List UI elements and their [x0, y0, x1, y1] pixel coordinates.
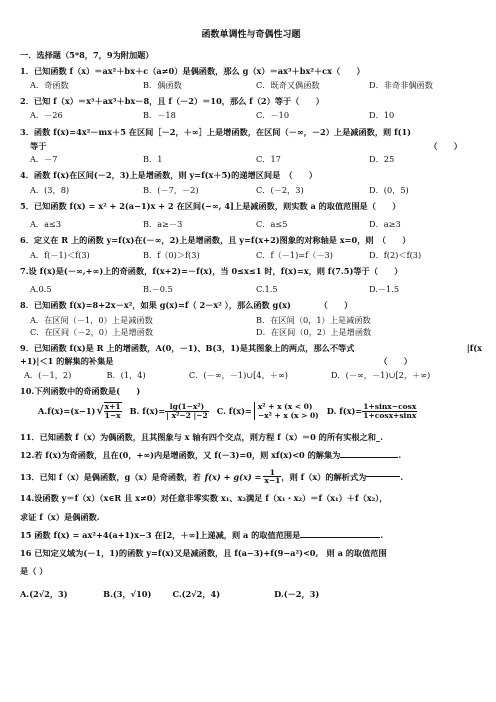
question-13-tail: ，则 f（x）的解析式为: [281, 471, 367, 482]
question-9-cont: [20, 356, 482, 366]
question-7-options: [30, 284, 482, 294]
question-9-tail: |f(x: [466, 343, 482, 353]
question-10: 10.下列函数中的奇函数是( ): [20, 385, 141, 396]
question-3-cont-text: 等于: [30, 140, 47, 151]
option-c: C．(－2，3): [256, 184, 304, 195]
question-9: [20, 343, 482, 353]
option-b-lead: B. f(x)=: [129, 405, 166, 416]
option-a: A．在区间（－1，0）上是减函数: [30, 314, 153, 325]
option-a: A．(－1，2): [24, 369, 72, 380]
option-b: B．(1，4): [106, 369, 146, 380]
question-5: 5．已知函数 f(x) = x² + 2(a−1)x + 2 在区间(−∞, 4]上是减函数，则实数 a 的取值范围是（ ）: [20, 200, 401, 211]
option-a-lead: A.f(x)=(x−1): [38, 405, 96, 416]
answer-paren: （ ）: [429, 140, 462, 151]
option-b: B．(－7，－2): [143, 184, 199, 195]
option-b: B．1: [143, 154, 163, 164]
question-15-text: 15 函数 f(x) = ax²+4(a+1)x−3 在[2，＋∞]上递减，则 a 的取值范围是: [20, 529, 301, 540]
question-5-options: [30, 219, 482, 229]
option-d: D.(－2，3): [274, 588, 320, 599]
option-a: A．(3，8): [30, 184, 70, 195]
option-c-bottom: −x² + x (x > 0): [257, 411, 319, 420]
question-14-cont: 求证 f（x）是偶函数.: [20, 511, 100, 522]
question-6: 6．定义在 R 上的函数 y=f(x)在(－∞，2)上是增函数，且 y=f(x+2)图象的对称轴是 x=0，则 （ ）: [20, 235, 411, 246]
option-d: D．10: [369, 110, 395, 121]
option-c: C．－10: [256, 110, 290, 121]
option-c: C．f（－1)=f（－3): [256, 249, 333, 260]
answer-blank[interactable]: [300, 537, 380, 538]
option-a: A．f(－1)＜f(3): [30, 249, 90, 260]
question-9-options: [24, 370, 482, 380]
option-c-lead: C. f(x)=: [216, 405, 252, 416]
option-d: D．25: [369, 154, 395, 164]
option-a: A．奇函数: [30, 79, 69, 90]
option-c: C.1.5: [256, 284, 278, 294]
question-8-options-row1: [30, 315, 482, 325]
question-2: 2．已知 f（x）＝x⁵＋ax³＋bx－8，且 f（－2）＝10，那么 f（2）等于（ ）: [20, 96, 324, 106]
option-a: A．－26: [30, 110, 63, 121]
option-b: B．f（0)＞f(3): [143, 249, 200, 260]
answer-blank[interactable]: [366, 476, 400, 477]
option-a: A.f(x)=(x−1) √ $\frac{x+1}{1-x}$: [38, 402, 121, 420]
option-a: A．a≤3: [30, 219, 62, 229]
question-16-cont: 是（ ）: [20, 566, 48, 577]
question-12-text: 12.若 f(x)为奇函数，且在(0，+∞)内是增函数，又 f(－3)=0，则 xf(x)<0 的解集为: [20, 450, 341, 461]
option-a-numerator: x+1: [104, 402, 121, 412]
question-13-denominator: x−1: [264, 476, 281, 486]
option-d: D．(0，5): [369, 184, 409, 195]
option-a: A．－7: [30, 154, 58, 164]
question-13-text: 13．已知 f（x）是偶函数，g（x）是奇函数，若: [20, 471, 201, 482]
option-b: [130, 403, 209, 420]
option-d-denominator: 1+cosx+sinx: [363, 410, 417, 420]
question-9-cont-text: +1)|＜1 的解集的补集是: [20, 356, 114, 367]
question-2-options: [30, 110, 482, 120]
option-d: D．f(2)＜f(3): [369, 249, 422, 260]
question-9-text: 9．已知函数 f(x)是 R 上的增函数，A(0，－1)、B(3，1)是其图象上的两点，那么不等式: [20, 343, 355, 353]
option-b-denominator: | x²−2 |−2: [166, 410, 208, 420]
question-6-options: [30, 250, 482, 260]
answer-paren: （ ）: [379, 356, 412, 367]
option-c: C．a≤5: [256, 219, 288, 229]
question-10-options: [38, 402, 482, 420]
option-b-numerator: lg(1−x²): [165, 403, 208, 412]
option-d: D．(－∞，－1)∪[2，＋∞): [330, 369, 431, 380]
question-16: 16 已知定义域为(－1，1)的函数 y=f(x)又是减函数，且 f(a−3)+f(9−a²)<0, 则 a 的取值范围: [20, 548, 387, 558]
option-b: B．a≥－3: [143, 219, 183, 229]
option-c: C．17: [256, 154, 281, 164]
option-b: B．在区间（0，1）上是减函数: [256, 314, 371, 325]
option-a-denominator: 1−x: [104, 411, 121, 420]
option-c: C．既奇又偶函数: [256, 79, 320, 90]
question-13-numerator: 1: [263, 469, 281, 478]
option-b: B.(3，√10): [103, 588, 152, 599]
question-13-expr: f(x) + g(x) =: [204, 471, 262, 482]
option-d: [327, 403, 418, 420]
question-3: 3．函数 f(x)=4x²－mx＋5 在区间［－2，＋∞］上是增函数，在区间（－∞，－2）上是减函数，则 f(1): [20, 126, 412, 137]
option-d: D．非奇非偶函数: [369, 79, 433, 90]
question-3-cont: [20, 141, 482, 151]
page-title: 函数单调性与奇偶性习题: [201, 30, 301, 40]
question-1: 1．已知函数 f（x）＝ax²＋bx＋c（a≠0）是偶函数，那么 g（x）＝ax³＋bx²＋cx（ ）: [20, 65, 365, 76]
question-4: 4．函数 f(x)在区间(－2，3)上是增函数，则 y=f(x＋5)的递增区间是 （ ）: [20, 170, 318, 181]
option-b: B．偶函数: [143, 79, 182, 90]
question-4-options: [30, 185, 482, 195]
question-7: 7.设 f(x)是(－∞,+∞)上的奇函数，f(x+2)=－f(x)，当 0≤x≤1 时，f(x)=x，则 f(7.5)等于（ ）: [20, 265, 403, 276]
answer-blank[interactable]: [340, 457, 398, 458]
question-16-options: [20, 589, 482, 599]
option-a: A.0.5: [30, 284, 52, 294]
option-b: B.－0.5: [143, 284, 173, 294]
question-15: 15 函数 f(x) = ax²+4(a+1)x−3 在[2，＋∞]上递减，则 a 的取值范围是 .: [20, 529, 384, 540]
question-13: 13．已知 f（x）是偶函数，g（x）是奇函数，若 f(x) + g(x) = $\frac{1}{x-1}$ ，则 f（x）的解析式为 .: [20, 467, 404, 486]
option-d: D．在区间（0，2）上是增函数: [256, 326, 372, 337]
option-d-lead: D. f(x)=: [326, 405, 363, 416]
question-1-options: [30, 80, 482, 90]
section-heading: 一．选择题（5*8，7，9为附加题）: [20, 50, 154, 61]
option-c: C．在区间（－2，0）上是增函数: [30, 326, 154, 337]
option-c: [217, 402, 319, 420]
option-c: C．(－∞，－1)∪[4，＋∞): [188, 369, 288, 380]
question-11: 11．已知函数 f（x）为偶函数，且其图象与 x 轴有四个交点，则方程 f（x）＝0 的所有实根之和_.: [20, 432, 383, 442]
question-14: 14.设函数 y＝f（x）（x∈R 且 x≠0）对任意非零实数 x₁、x₂满足 f（x₁・x₂）＝f（x₁）＋f（x₂），: [20, 493, 388, 504]
option-d: D.－1.5: [369, 284, 400, 294]
option-d: D．a≥3: [369, 219, 401, 229]
option-a: A.(2√2，3): [20, 588, 68, 599]
option-c: C.(2√2，4): [172, 588, 221, 599]
option-c-top: x² + x (x < 0): [257, 402, 313, 411]
option-b: B．－18: [143, 110, 176, 121]
question-12: 12.若 f(x)为奇函数，且在(0，+∞)内是增函数，又 f(－3)=0，则 xf(x)<0 的解集为 .: [20, 450, 402, 461]
question-8: 8．已知函数 f(x)=8+2x－x²，如果 g(x)=f（ 2－x² ），那么函数 g(x) （ ）: [20, 300, 353, 311]
question-8-options-row2: [30, 327, 482, 337]
option-d-numerator: 1+sinx−cosx: [363, 401, 417, 411]
question-3-options: [30, 154, 482, 164]
